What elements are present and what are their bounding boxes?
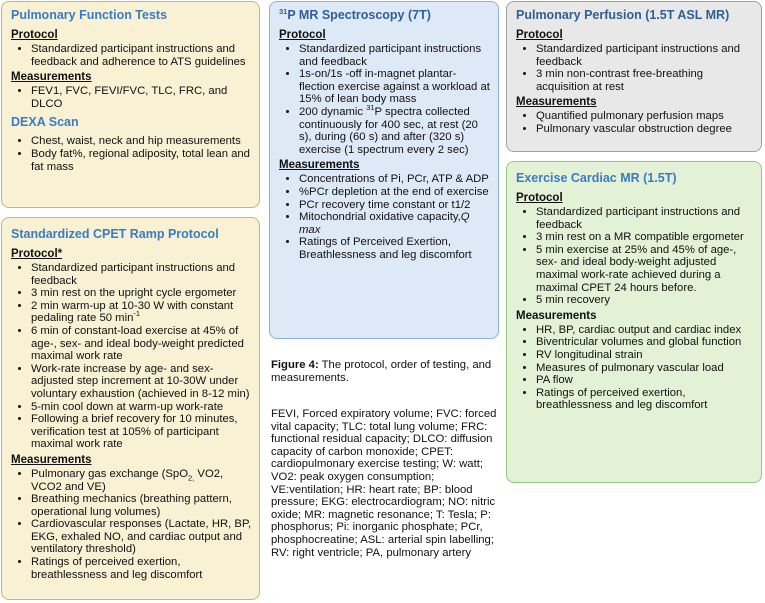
mr-spectroscopy-box — [269, 1, 499, 339]
cmr-protocol-heading: Protocol — [516, 192, 563, 204]
pft-measurement-item: • FEV1, FVC, FEVI/FVC, TLC, FRC, and DLCO — [31, 85, 252, 110]
mrs-measurement-item: • Concentrations of Pi, PCr, ATP & ADP — [299, 173, 491, 186]
dexa-title: DEXA Scan — [11, 115, 79, 130]
dexa-item: • Chest, waist, neck and hip measurements — [31, 135, 252, 148]
pft-title: Pulmonary Function Tests — [11, 8, 168, 22]
mrs-protocol-item: • 1s-on/1s -off in-magnet plantar-flection exercise against a workload at 15% of lean body mass — [299, 68, 491, 106]
cmr-measurement-item: • HR, BP, cardiac output and cardiac index — [536, 324, 754, 337]
mrs-protocol-item: • 200 dynamic $^{31}$P spectra collected continuously for 400 sec, at rest (20 s), during (60 s) and after (320 s) exercise (1 spectrum every 2 sec) — [299, 106, 491, 156]
cpet-box — [1, 217, 260, 600]
cpet-measurement-item: • Ratings of perceived exertion, breathlessness and leg discomfort — [31, 556, 252, 581]
cpet-protocol-item: • 5-min cool down at warm-up work-rate — [31, 401, 252, 414]
cpet-protocol-item: • Work-rate increase by age- and sex-adjusted step increment at 10-30W under voluntary exhaustion (achieved in 8-12 min) — [31, 363, 252, 401]
mrs-protocol-item: • Standardized participant instructions and feedback — [299, 43, 491, 68]
mrs-measurement-item: • Mitochondrial oxidative capacity,Q max — [299, 211, 491, 236]
dexa-item: • Body fat%, regional adiposity, total lean and fat mass — [31, 148, 252, 173]
abbreviations-text: FEVI, Forced expiratory volume; FVC: forced vital capacity; TLC: total lung volume; FRC: functional residual capacity; DLCO: diffusion capacity of carbon monoxide; CPET: cardiopulmonary exercise testing; W: watt; VO2: peak oxygen consumption; VE:ventilation; HR: heart rate; BP: blood pressure; EKG: electrocardiogram; NO: nitric oxide; MR: magnetic resonance; T: Tesla; P: phosphorus; Pi: inorganic phosphate; PCr, phosphocreatine; ASL: arterial spin labelling; RV: right ventricle; PA, pulmonary artery — [271, 408, 497, 559]
cmr-measurement-item: • Ratings of perceived exertion, breathlessness and leg discomfort — [536, 387, 754, 412]
figure-caption: Figure 4: The protocol, order of testing, and measurements. — [271, 359, 492, 384]
cpet-measurement-item: • Cardiovascular responses (Lactate, HR, BP, EKG, exhaled NO, and cardiac output and ventilatory threshold) — [31, 518, 252, 556]
mrs-title: $^{31}$P MR Spectroscopy (7T) — [279, 6, 431, 22]
perfusion-protocol-heading: Protocol — [516, 29, 563, 41]
cpet-measurements-heading: Measurements — [11, 453, 92, 466]
cpet-title: Standardized CPET Ramp Protocol — [11, 227, 219, 241]
pft-protocol-item: • Standardized participant instructions and feedback and adherence to ATS guidelines — [31, 43, 252, 68]
cmr-measurement-item: • Measures of pulmonary vascular load — [536, 362, 754, 375]
pulmonary-function-tests-box — [1, 1, 260, 208]
perfusion-title: Pulmonary Perfusion (1.5T ASL MR) — [516, 8, 730, 22]
mrs-measurement-item: • Ratings of Perceived Exertion, Breathlessness and leg discomfort — [299, 236, 491, 261]
cpet-protocol-item: • Following a brief recovery for 10 minutes, verification test at 105% of participant maximal work rate — [31, 413, 252, 451]
cpet-measurement-item: • Pulmonary gas exchange (SpO$_{2,}$ VO2, VCO2 and VE) — [31, 468, 252, 493]
perfusion-measurements-heading: Measurements — [516, 96, 597, 109]
cmr-protocol-item: • 5 min exercise at 25% and 45% of age-, sex- and ideal body-weight adjusted maximal work-rate achieved during a maximal CPET 24 hours before. — [536, 244, 754, 294]
cpet-measurement-item: • Breathing mechanics (breathing pattern, operational lung volumes) — [31, 493, 252, 518]
cpet-protocol-item: • 6 min of constant-load exercise at 45% of age-, sex- and ideal body-weight predicted maximal work rate — [31, 325, 252, 363]
mrs-measurement-item: • %PCr depletion at the end of exercise — [299, 186, 491, 199]
exercise-cardiac-mr-box — [506, 161, 762, 483]
cmr-measurement-item: • RV longitudinal strain — [536, 349, 754, 362]
cmr-measurements-heading: Measurements — [516, 309, 597, 322]
cmr-measurement-item: • PA flow — [536, 374, 754, 387]
perfusion-protocol-item: • 3 min non-contrast free-breathing acquisition at rest — [536, 68, 754, 93]
cpet-protocol-heading: Protocol* — [11, 248, 63, 260]
perfusion-protocol-item: • Standardized participant instructions and feedback — [536, 43, 754, 68]
mrs-measurement-item: • PCr recovery time constant or t1/2 — [299, 199, 491, 212]
cpet-protocol-item: • Standardized participant instructions and feedback — [31, 262, 252, 287]
cmr-protocol-item: • Standardized participant instructions and feedback — [536, 206, 754, 231]
cmr-protocol-item: • 5 min recovery — [536, 294, 754, 307]
cmr-protocol-item: • 3 min rest on a MR compatible ergometer — [536, 231, 754, 244]
cmr-measurement-item: • Biventricular volumes and global function — [536, 336, 754, 349]
pft-measurements-heading: Measurements — [11, 71, 92, 84]
mrs-protocol-heading: Protocol — [279, 29, 326, 41]
pft-protocol-heading: Protocol — [11, 29, 58, 41]
cpet-protocol-item: • 3 min rest on the upright cycle ergometer — [31, 287, 252, 300]
mrs-measurements-heading: Measurements — [279, 159, 360, 172]
perfusion-measurement-item: • Quantified pulmonary perfusion maps — [536, 110, 754, 123]
perfusion-measurement-item: • Pulmonary vascular obstruction degree — [536, 123, 754, 136]
cpet-protocol-item: • 2 min warm-up at 10-30 W with constant pedaling rate 50 $\min^{-1}$ — [31, 300, 252, 325]
pulmonary-perfusion-box — [506, 1, 762, 152]
figure-label: Figure 4: — [271, 359, 319, 371]
cmr-title: Exercise Cardiac MR (1.5T) — [516, 171, 677, 185]
